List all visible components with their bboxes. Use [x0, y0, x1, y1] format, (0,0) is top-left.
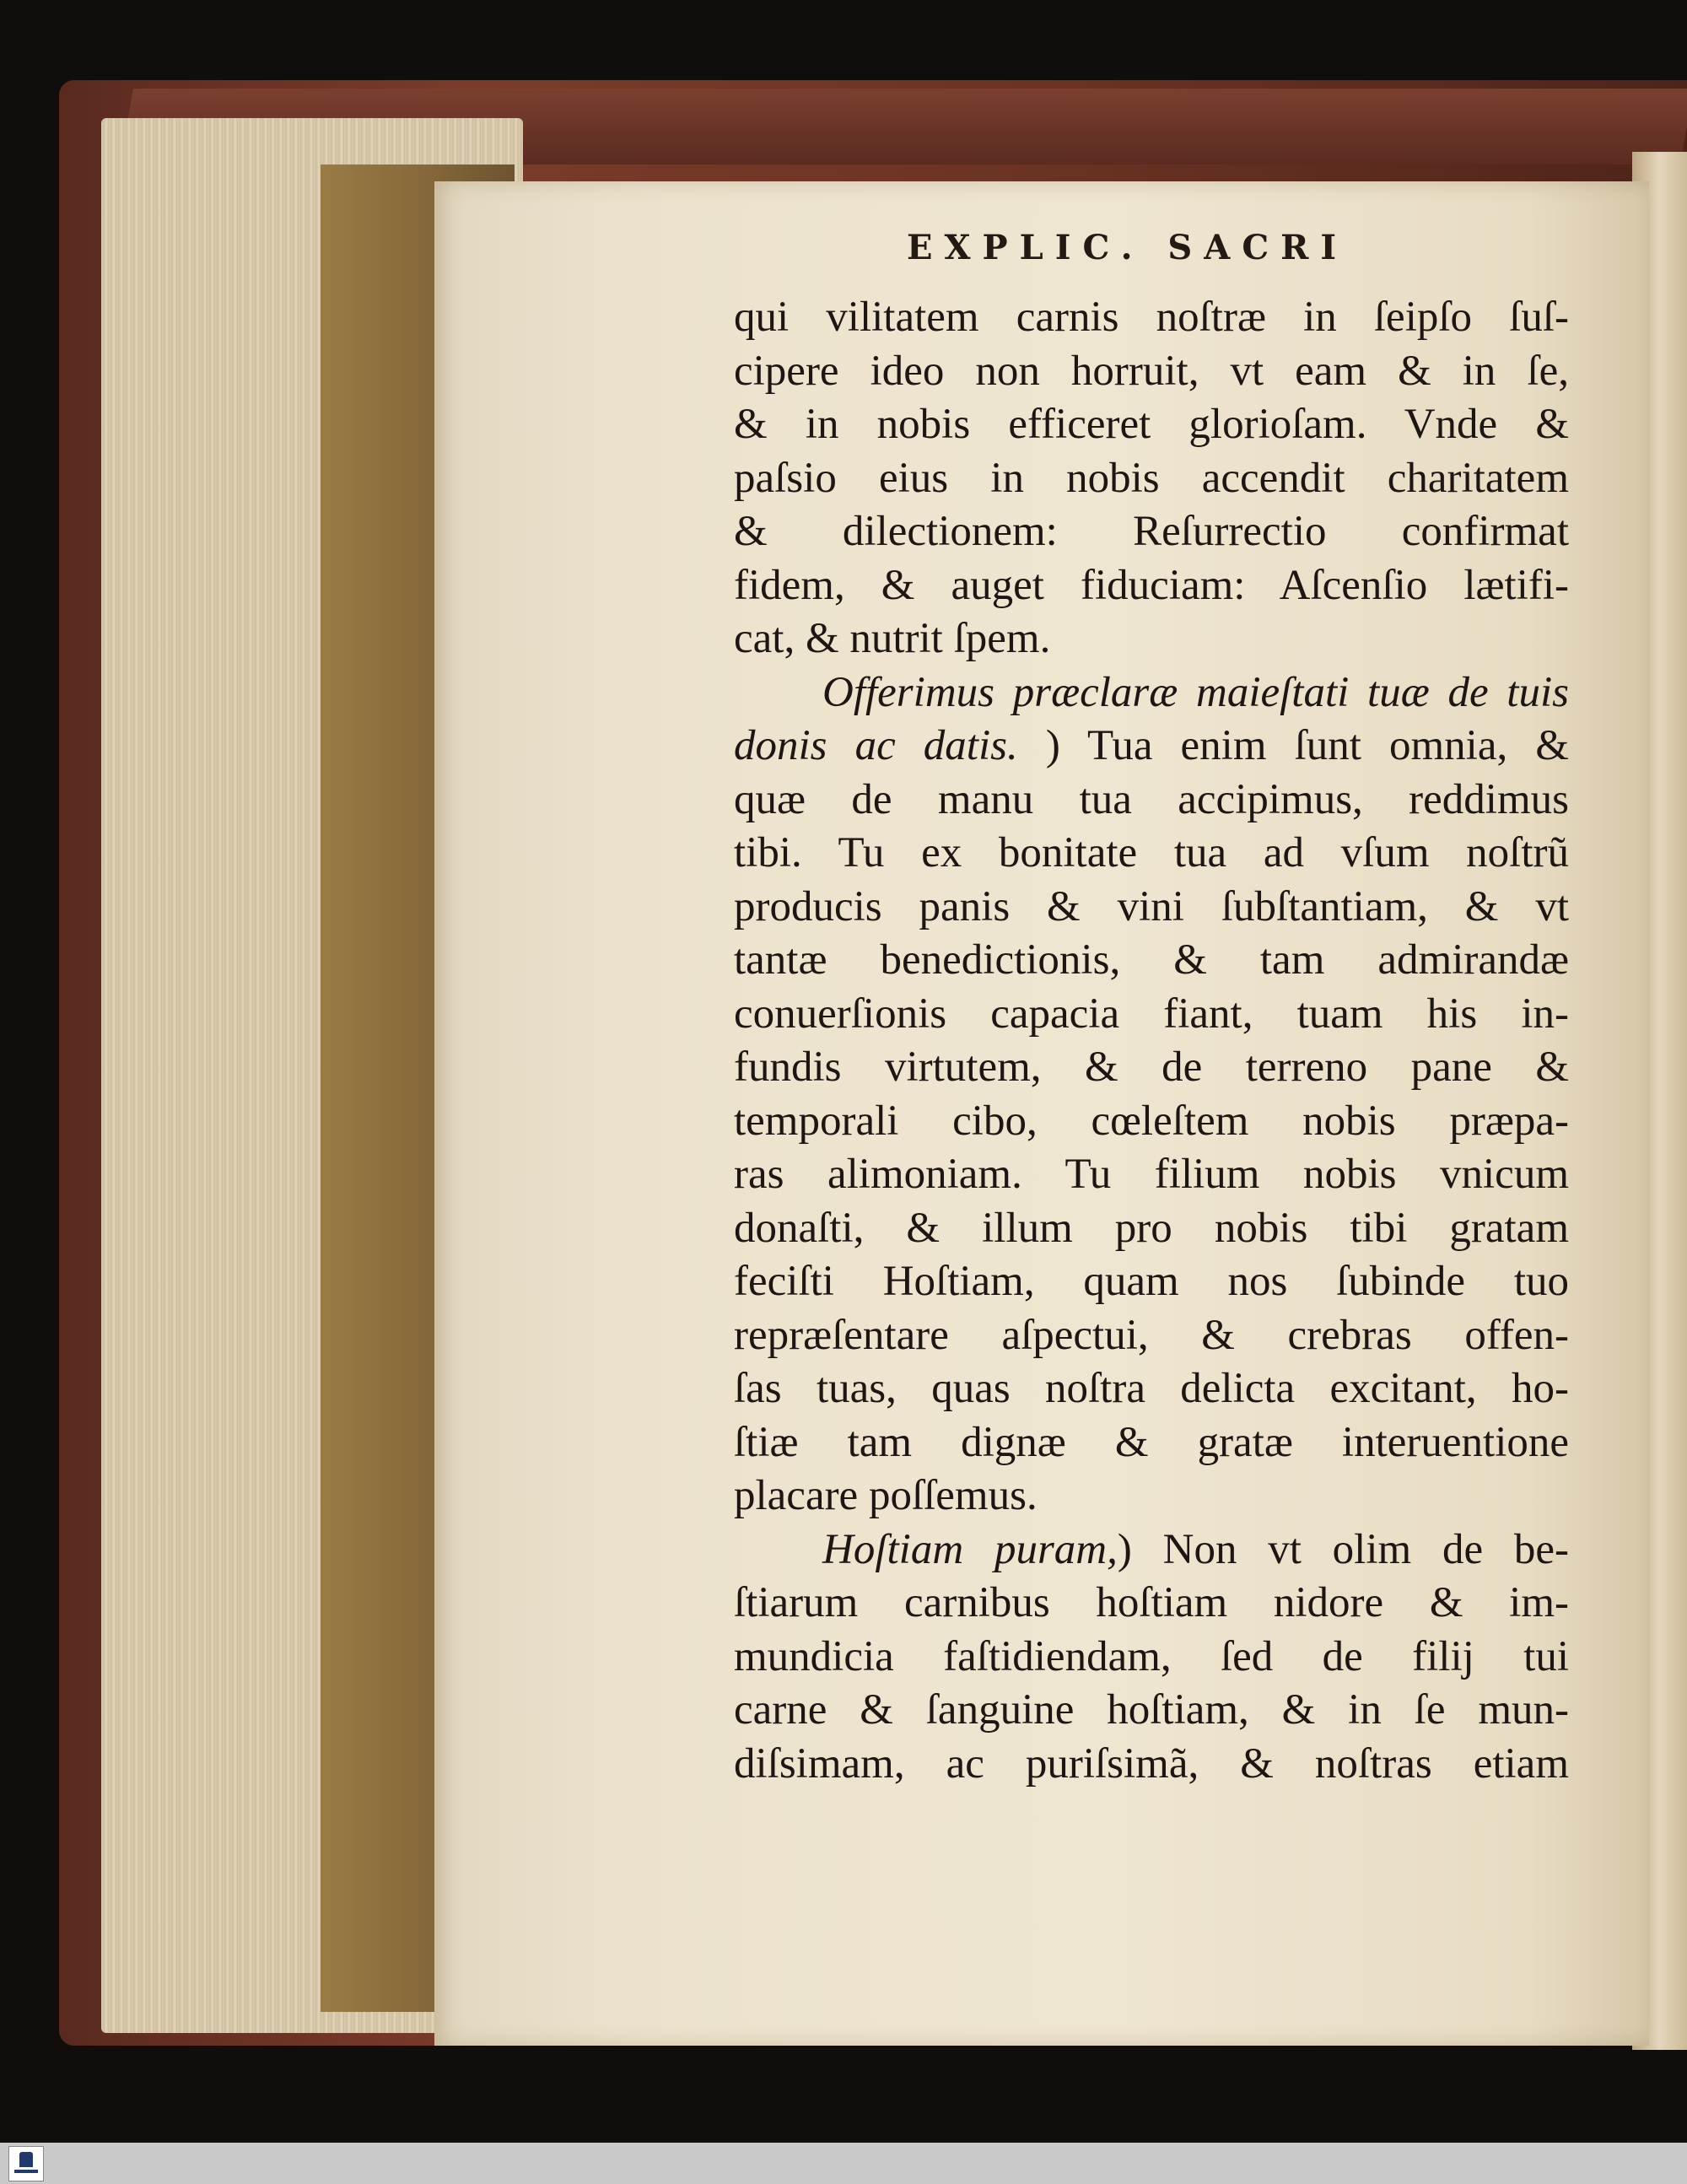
logo-base	[14, 2170, 38, 2173]
text-line: conuerſionis capacia fiant, tuam his in-	[734, 990, 1569, 1038]
text-line: & in nobis efficeret glorioſam. Vnde &	[734, 401, 1569, 448]
text-line: producis panis & vini ſubſtantiam, & vt	[734, 882, 1569, 930]
text-fragment: ) Tua enim ſunt omnia, &	[1045, 722, 1569, 769]
text-line: ſtiæ tam dignæ & gratæ interuentione	[734, 1418, 1569, 1466]
italic-phrase: donis ac datis.	[734, 722, 1018, 769]
page-text	[734, 291, 1569, 1791]
viewer-footer-bar	[0, 2143, 1687, 2184]
text-line: carne & ſanguine hoſtiam, & in ſe mun-	[734, 1686, 1569, 1734]
text-line: ras alimoniam. Tu filium nobis vnicum	[734, 1151, 1569, 1198]
text-fragment: ) Non vt olim de be-	[1117, 1525, 1569, 1573]
text-line: fidem, & auget fiduciam: Aſcenſio lætifi-	[734, 561, 1569, 609]
text-line: temporali cibo, cœleſtem nobis præpa-	[734, 1097, 1569, 1145]
logo-mark	[19, 2152, 33, 2167]
text-line: qui vilitatem carnis noſtræ in ſeipſo ſuſ-	[734, 294, 1569, 341]
text-line: Offerimus præclaræ maieſtati tuæ de tuis	[822, 668, 1569, 716]
text-line: cat, & nutrit ſpem.	[734, 615, 1051, 662]
text-line: tibi. Tu ex bonitate tua ad vſum noſtrũ	[734, 829, 1569, 876]
text-line: ſas tuas, quas noſtra delicta excitant, ho-	[734, 1365, 1569, 1412]
text-line	[734, 1523, 1569, 1577]
library-logo-icon[interactable]	[8, 2146, 44, 2181]
text-line: quæ de manu tua accipimus, reddimus	[734, 775, 1569, 823]
text-line: & dilectionem: Reſurrectio confirmat	[734, 508, 1569, 555]
text-line: placare poſſemus.	[734, 1472, 1038, 1519]
text-line: cipere ideo non horruit, vt eam & in ſe,	[734, 347, 1569, 395]
text-line: donaſti, & illum pro nobis tibi gratam	[734, 1204, 1569, 1252]
text-line: diſsimam, ac puriſsimã, & noſtras etiam	[734, 1739, 1569, 1788]
text-line	[734, 720, 1569, 774]
text-line: mundicia faſtidiendam, ſed de filij tui	[734, 1632, 1569, 1680]
text-line: repræſentare aſpectui, & crebras offen-	[734, 1311, 1569, 1359]
italic-phrase: Hoſtiam puram,	[822, 1525, 1118, 1573]
running-head: EXPLIC. SACRI	[907, 228, 1349, 267]
text-line: paſsio eius in nobis accendit charitatem	[734, 454, 1569, 502]
text-line: fundis virtutem, & de terreno pane &	[734, 1043, 1569, 1091]
text-line: feciſti Hoſtiam, quam nos ſubinde tuo	[734, 1258, 1569, 1305]
text-line: ſtiarum carnibus hoſtiam nidore & im-	[734, 1579, 1569, 1626]
text-line: tantæ benedictionis, & tam admirandæ	[734, 936, 1569, 984]
